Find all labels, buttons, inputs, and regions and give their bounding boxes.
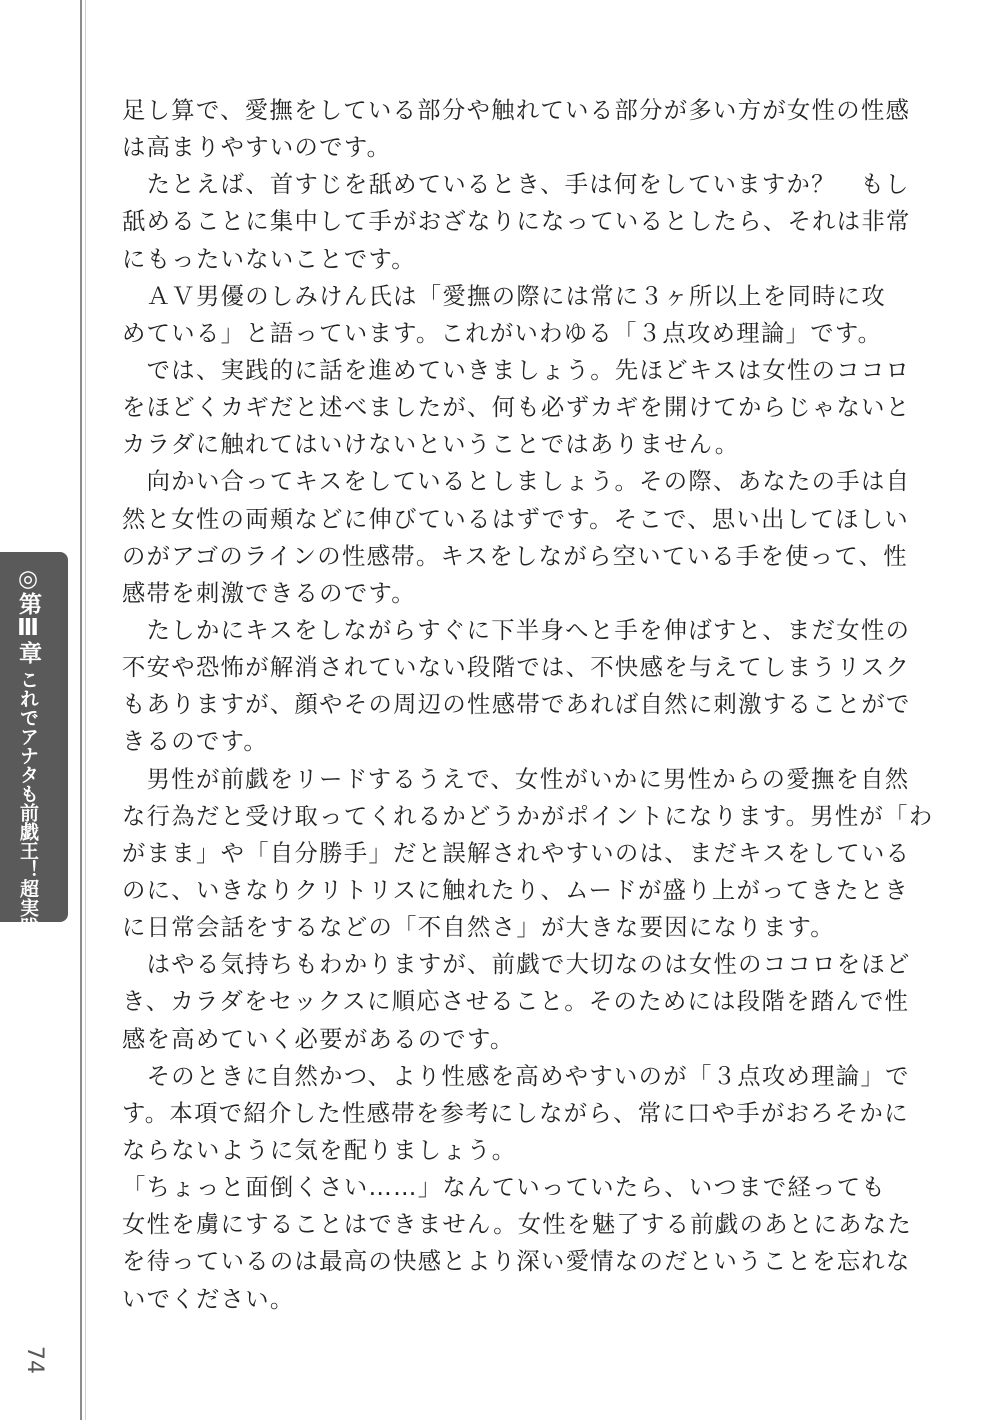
text-line: 足し算で、愛撫をしている部分や触れている部分が多い方が女性の性感 [122,97,911,124]
text-line: 舐めることに集中して手がおざなりになっているとしたら、それは非常 [122,208,911,236]
text-line: たしかにキスをしながらすぐに下半身へと手を伸ばすと、まだ女性の [122,616,911,644]
text-line: に日常会話をするなどの「不自然さ」が大きな要因になります。 [122,914,835,942]
text-line: もありますが、顔やその周辺の性感帯であれば自然に刺激することがで [122,691,911,719]
text-line: をほどくカギだと述べましたが、何も必ずカギを開けてからじゃないと [122,394,911,422]
chapter-subtitle: これでアナタも前戯王！超実践テクニック [17,669,39,1031]
text-line: 女性を虜にすることはできません。女性を魅了する前戯のあとにあなた [122,1211,913,1239]
chapter-heading [12,566,39,1031]
text-line: ならないように気を配りましょう。 [122,1136,517,1164]
text-line: のに、いきなりクリトリスに触れたり、ムードが盛り上がってきたとき [122,876,910,904]
text-line: す。本項で紹介した性感帯を参考にしながら、常に口や手がおろそかに [122,1099,909,1127]
text-line: そのときに自然かつ、より性感を高めやすいのが「３点攻め理論」で [122,1062,910,1090]
text-line: 男性が前戯をリードするうえで、女性がいかに男性からの愛撫を自然 [122,765,910,793]
text-line: 不安や恐怖が解消されていない段階では、不快感を与えてしまうリスク [122,654,911,682]
margin-rule [80,0,82,1420]
text-line: ＡＶ男優のしみけん氏は「愛撫の際には常に３ヶ所以上を同時に攻 [122,282,887,310]
body-text [122,92,934,1318]
text-line: にもったいないことです。 [122,245,416,273]
text-line: カラダに触れてはいけないということではありません。 [122,431,740,459]
margin-rule-inner [85,0,86,1420]
text-line: な行為だと受け取ってくれるかどうかがポイントになります。男性が「わ [122,802,934,830]
text-line: き、カラダをセックスに順応させること。そのためには段階を踏んで性 [122,988,910,1016]
text-line: 感を高めていく必要があるのです。 [122,1025,515,1053]
text-line: たとえば、首すじを舐めているとき、手は何をしていますか？ もし [122,171,910,199]
text-line: では、実践的に話を進めていきましょう。先ほどキスは女性のココロ [122,356,911,384]
text-line: のがアゴのラインの性感帯。キスをしながら空いている手を使って、性 [122,542,908,570]
page-number: 74 [22,1346,47,1374]
text-line: がまま」や「自分勝手」だと誤解されやすいのは、まだキスをしている [122,839,911,867]
text-line: 感帯を刺激できるのです。 [122,579,416,607]
text-line: めている」と語っています。これがいわゆる「３点攻め理論」です。 [122,319,883,347]
text-line: を待っているのは最高の快感とより深い愛情なのだということを忘れな [122,1248,911,1276]
text-line: 然と女性の両頬などに伸びているはずです。そこで、思い出してほしい [122,505,910,533]
text-line: 向かい合ってキスをしているとしましょう。その際、あなたの手は自 [122,468,911,496]
text-line: はやる気持ちもわかりますが、前戯で大切なのは女性のココロをほど [122,951,911,979]
text-line: 「ちょっと面倒くさい……」なんていっていたら、いつまで経っても [122,1174,887,1202]
text-line: は高まりやすいのです。 [122,134,392,162]
text-line: きるのです。 [122,728,269,756]
text-line: いでください。 [122,1285,295,1313]
chapter-mark: ◎第Ⅲ章 [15,566,41,664]
